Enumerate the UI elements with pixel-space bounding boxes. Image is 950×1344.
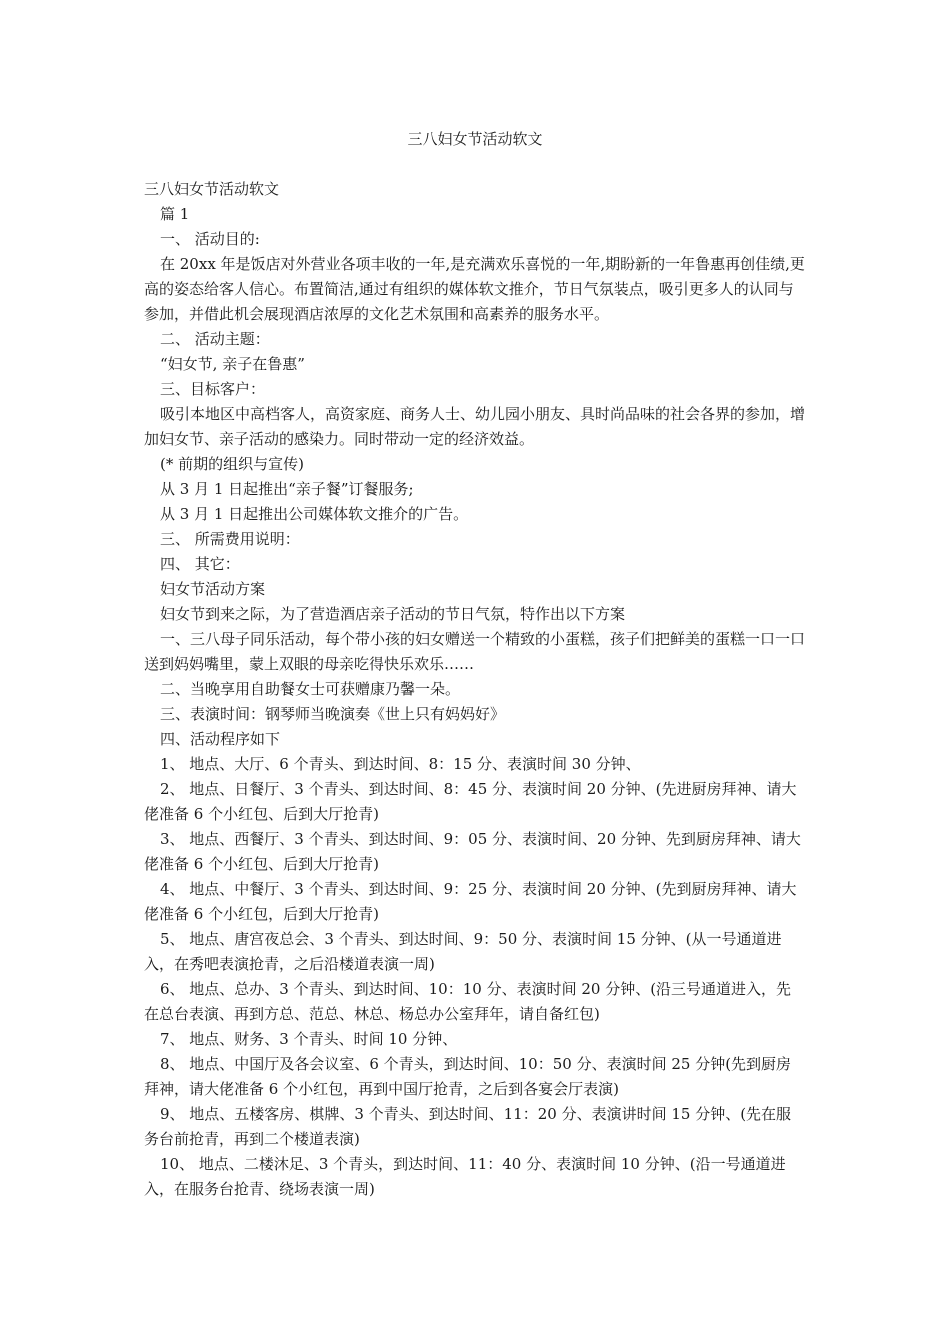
paragraph: 5、 地点、唐宫夜总会、3 个青头、到达时间、9：50 分、表演时间 15 分钟、(从一号通道进入，在秀吧表演抢青，之后沿楼道表演一周) — [144, 930, 782, 973]
paragraph: (* 前期的组织与宣传) — [160, 455, 304, 473]
paragraph: 四、活动程序如下 — [160, 730, 281, 748]
paragraph: 从 3 月 1 日起推出公司媒体软文推介的广告。 — [160, 505, 469, 523]
paragraph: 二、 活动主题： — [160, 330, 270, 348]
paragraph: 三、目标客户： — [160, 380, 266, 398]
paragraph: 在 20xx 年是饭店对外营业各项丰收的一年,是充满欢乐喜悦的一年,期盼新的一年鲁惠再创佳绩,更高的姿态给客人信心。布置简洁,通过有组织的媒体软文推介，节日气氛装点，吸引更多人的认同与参加，并借此机会展现酒店浓厚的文化艺术氛围和高素养的服务水平。 — [144, 255, 805, 323]
paragraph: 三、 所需费用说明： — [160, 530, 300, 548]
paragraph: 从 3 月 1 日起推出“亲子餐”订餐服务; — [160, 480, 414, 498]
paragraph: 1、 地点、大厅、6 个青头、到达时间、8：15 分、表演时间 30 分钟、 — [160, 755, 641, 773]
document-title: 三八妇女节活动软文 — [407, 130, 543, 148]
paragraph: 二、当晚享用自助餐女士可获赠康乃馨一朵。 — [160, 680, 461, 698]
paragraph: 10、 地点、二楼沐足、3 个青头，到达时间、11：40 分、表演时间 10 分钟、(沿一号通道进入，在服务台抢青、绕场表演一周) — [144, 1155, 786, 1198]
paragraph: 四、 其它： — [160, 555, 240, 573]
paragraph: 4、 地点、中餐厅、3 个青头、到达时间、9：25 分、表演时间 20 分钟、(先到厨房拜神、请大佬准备 6 个小红包，后到大厅抢青) — [144, 880, 797, 923]
document-heading: 三八妇女节活动软文 — [144, 180, 280, 198]
paragraph: “妇女节, 亲子在鲁惠” — [160, 355, 305, 373]
paragraph: 吸引本地区中高档客人，高资家庭、商务人士、幼儿园小朋友、具时尚品味的社会各界的参加，增加妇女节、亲子活动的感染力。同时带动一定的经济效益。 — [144, 405, 806, 448]
paragraph: 6、 地点、总办、3 个青头、到达时间、10：10 分、表演时间 20 分钟、(沿三号通道进入，先在总台表演、再到方总、范总、林总、杨总办公室拜年，请自备红包) — [144, 980, 792, 1023]
paragraph: 9、 地点、五楼客房、棋牌、3 个青头、到达时间、11：20 分、表演讲时间 15 分钟、(先在服务台前抢青，再到二个楼道表演) — [144, 1105, 792, 1148]
paragraph: 一、 活动目的: — [160, 230, 260, 248]
document-body — [144, 202, 806, 1202]
paragraph: 7、 地点、财务、3 个青头、时间 10 分钟、 — [160, 1030, 458, 1048]
paragraph: 3、 地点、西餐厅、3 个青头、到达时间、9：05 分、表演时间、20 分钟、先到厨房拜神、请大佬准备 6 个小红包、后到大厅抢青) — [144, 830, 801, 873]
paragraph: 妇女节活动方案 — [160, 580, 266, 598]
paragraph: 篇 1 — [160, 205, 190, 223]
paragraph: 2、 地点、日餐厅、3 个青头、到达时间、8：45 分、表演时间 20 分钟、(先进厨房拜神、请大佬准备 6 个小红包、后到大厅抢青) — [144, 780, 797, 823]
paragraph: 妇女节到来之际，为了营造酒店亲子活动的节日气氛，特作出以下方案 — [160, 605, 626, 623]
paragraph: 8、 地点、中国厅及各会议室、6 个青头，到达时间、10：50 分、表演时间 25 分钟(先到厨房拜神，请大佬准备 6 个小红包，再到中国厅抢青，之后到各宴会厅表演) — [144, 1055, 792, 1098]
paragraph: 三、表演时间：钢琴师当晚演奏《世上只有妈妈好》 — [160, 705, 506, 723]
paragraph: 一、三八母子同乐活动，每个带小孩的妇女赠送一个精致的小蛋糕，孩子们把鲜美的蛋糕一口一口送到妈妈嘴里，蒙上双眼的母亲吃得快乐欢乐…… — [144, 630, 806, 673]
